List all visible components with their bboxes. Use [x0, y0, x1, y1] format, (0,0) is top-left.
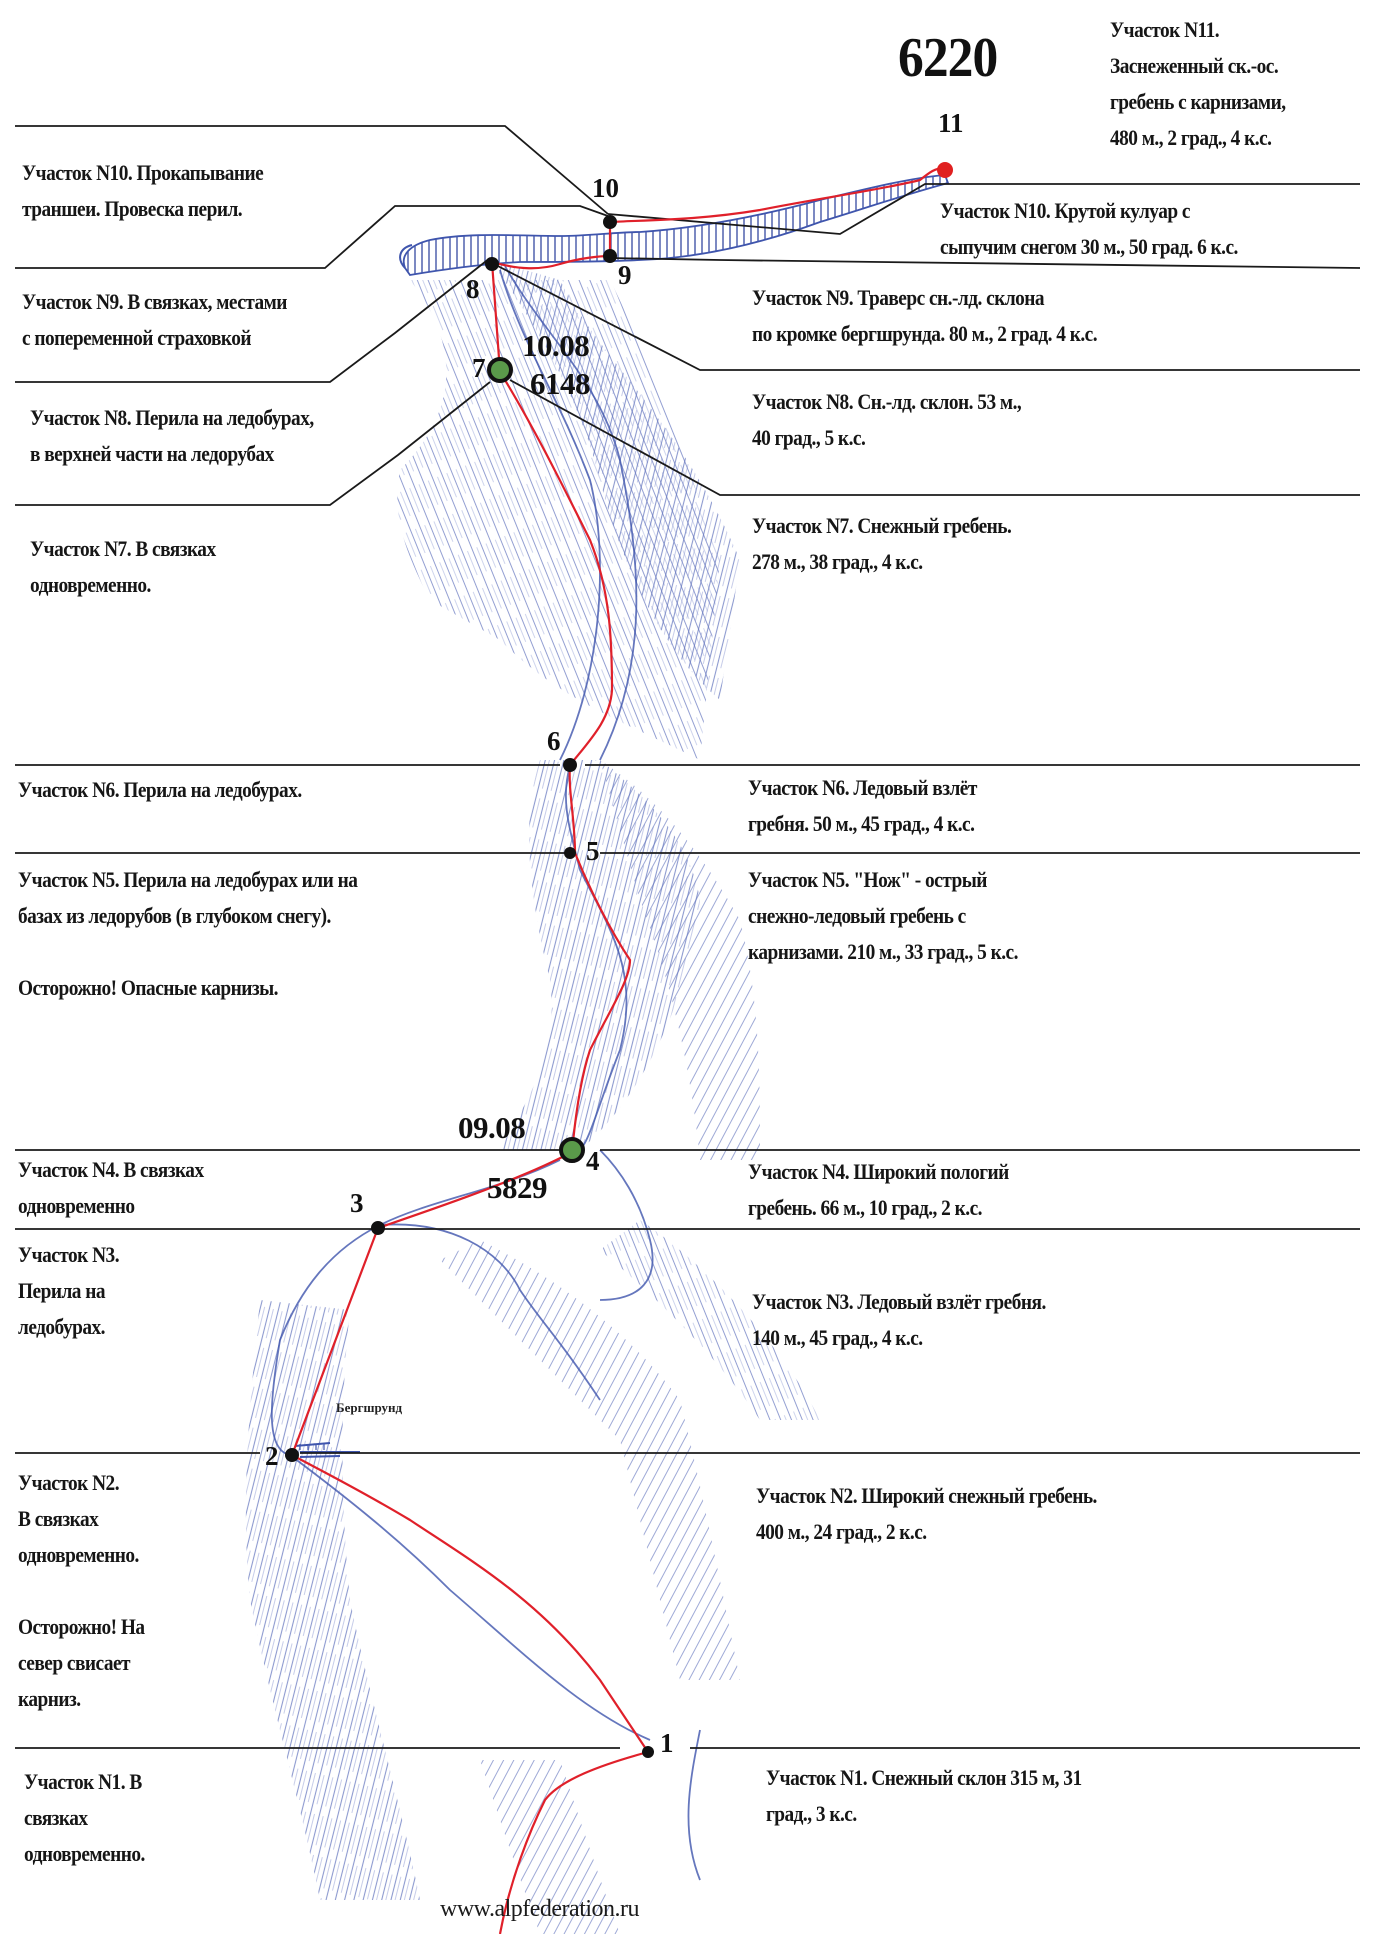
summit-altitude: 6220: [898, 27, 998, 89]
section-tactics-7: Участок N7. В связках одновременно.: [30, 536, 216, 597]
point-label-4: 4: [586, 1146, 600, 1176]
section-desc-1: Участок N1. Снежный склон 315 м, 31 град., 3 к.с.: [766, 1765, 1082, 1826]
section-desc-4: Участок N4. Широкий пологий гребень. 66 м., 10 град., 2 к.с.: [748, 1159, 1009, 1220]
section-tactics-8: Участок N8. Перила на ледобурах, в верхней части на ледорубах: [30, 405, 314, 466]
warning-cornices: Осторожно! Опасные карнизы.: [18, 975, 278, 1000]
section-tactics-10: Участок N10. Прокапывание траншеи. Провеска перил.: [22, 160, 264, 221]
point-label-10: 10: [592, 173, 619, 203]
section-desc-3: Участок N3. Ледовый взлёт гребня. 140 м., 45 град., 4 к.с.: [752, 1289, 1046, 1350]
point-label-5: 5: [586, 836, 600, 866]
point-label-1: 1: [660, 1728, 674, 1758]
section-tactics-5: Участок N5. Перила на ледобурах или на базах из ледорубов (в глубоком снегу). Осторожно! Опасные карнизы.: [18, 862, 357, 1006]
section-desc-11: Участок N11. Заснеженный ск.-ос. гребень с карнизами, 480 м., 2 град., 4 к.с.: [1110, 17, 1286, 150]
warning-cornice-north: Осторожно! На: [18, 1614, 145, 1639]
section-desc-5: Участок N5. "Нож" - острый снежно-ледовый гребень с карнизами. 210 м., 33 град., 5 к.с.: [748, 867, 1018, 964]
section-desc-10: Участок N10. Крутой кулуар с сыпучим снегом 30 м., 50 град. 6 к.с.: [940, 198, 1238, 259]
source-watermark: www.alpfederation.ru: [440, 1896, 640, 1922]
camp-4-date: 09.08: [458, 1110, 526, 1145]
section-tactics-1: Участок N1. В связках одновременно.: [24, 1769, 145, 1866]
section-desc-2: Участок N2. Широкий снежный гребень. 400 м., 24 град., 2 к.с.: [756, 1483, 1097, 1544]
bergschrund-label: Бергшрунд: [336, 1400, 403, 1415]
section-desc-6: Участок N6. Ледовый взлёт гребня. 50 м., 45 град., 4 к.с.: [748, 775, 977, 836]
point-label-3: 3: [350, 1188, 364, 1218]
camp-7-altitude: 6148: [530, 366, 590, 401]
point-label-8: 8: [466, 274, 480, 304]
section-tactics-3: Участок N3. Перила на ледобурах.: [18, 1242, 120, 1339]
point-label-11: 11: [938, 108, 964, 138]
section-desc-7: Участок N7. Снежный гребень. 278 м., 38 град., 4 к.с.: [752, 513, 1012, 574]
point-label-6: 6: [547, 726, 561, 756]
slope-hatching: [246, 260, 820, 1934]
section-tactics-9: Участок N9. В связках, местами с попеременной страховкой: [22, 289, 287, 350]
section-desc-8: Участок N8. Сн.-лд. склон. 53 м., 40 град., 5 к.с.: [752, 389, 1022, 450]
section-tactics-2: Участок N2. В связках одновременно. Осторожно! На север свисает карниз.: [18, 1470, 145, 1711]
section-tactics-4: Участок N4. В связках одновременно: [18, 1157, 204, 1218]
point-label-7: 7: [472, 353, 486, 383]
camp-7-date: 10.08: [522, 328, 590, 363]
camp-4-altitude: 5829: [487, 1170, 547, 1205]
summit-marker: [937, 162, 953, 178]
point-label-9: 9: [618, 260, 632, 290]
point-label-2: 2: [265, 1441, 279, 1471]
section-desc-9: Участок N9. Траверс сн.-лд. склона по кромке бергшрунда. 80 м., 2 град. 4 к.с.: [752, 285, 1098, 346]
section-tactics-6: Участок N6. Перила на ледобурах.: [18, 777, 302, 802]
